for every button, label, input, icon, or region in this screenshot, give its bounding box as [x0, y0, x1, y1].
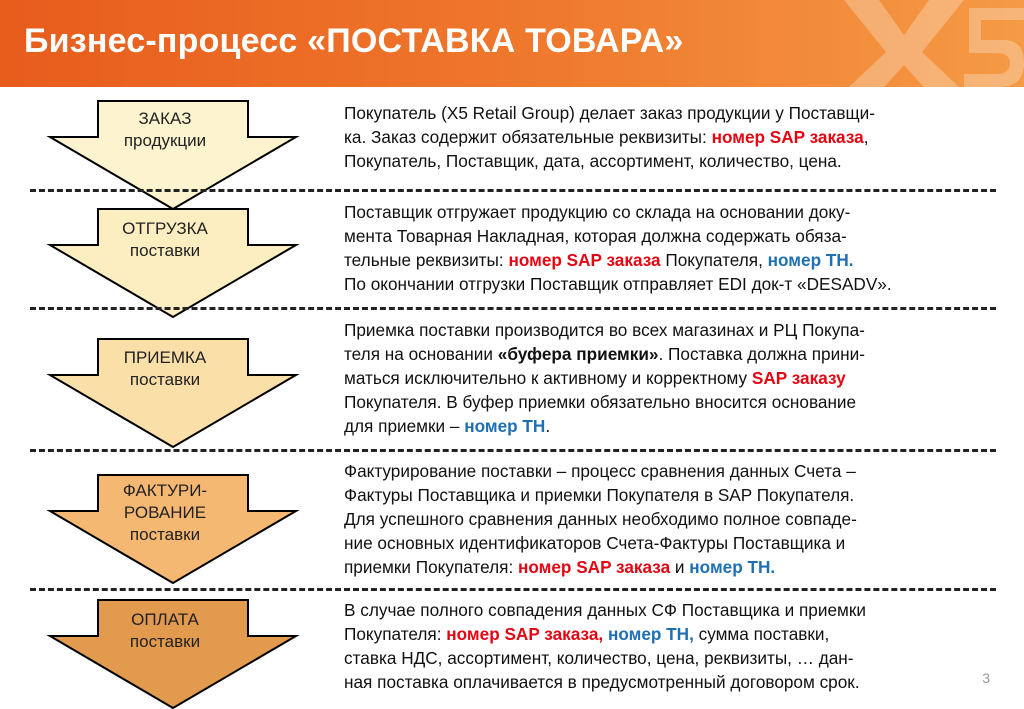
page-title: Бизнес-процесс «ПОСТАВКА ТОВАРА»: [24, 22, 684, 60]
step-arrow-shipment: [30, 208, 300, 318]
divider: [30, 588, 996, 591]
step-label: ОТГРУЗКА поставки: [122, 219, 208, 260]
step-label: ОПЛАТА поставки: [129, 610, 201, 651]
step-description-invoicing: Фактурирование поставки – процесс сравнения данных Счета – Фактуры Поставщика и приемки Покупателя в SAP Покупателя. Для успешного сравнения данных необходимо полное совпаде- ние основных идентификаторов Счета-Фактуры Поставщика и приемки Покупателя: номер SAP заказа и номер ТН.: [344, 461, 857, 577]
step-arrow-invoicing: [30, 474, 300, 584]
step-label: ПРИЕМКА поставки: [123, 348, 207, 389]
page-number: 3: [982, 670, 990, 686]
divider: [30, 449, 996, 452]
step-description-acceptance: Приемка поставки производится во всех магазинах и РЦ Покупа- теля на основании «буфера приемки». Поставка должна прини- маться исключительно к активному и корректному SAP заказу Покупателя. В буфер приемки обязательно вносится основание для приемки – номер ТН.: [344, 320, 866, 436]
step-description-shipment: Поставщик отгружает продукцию со склада на основании доку- мента Товарная Накладная, которая должна содержать обяза- тельные реквизиты: номер SAP заказа Покупателя, номер ТН. По окончании отгрузки Поставщик отправляет EDI док-т «DESADV».: [344, 202, 892, 294]
x5-logo-icon: [824, 0, 1024, 87]
step-arrow-order: [30, 100, 300, 210]
step-label: ЗАКАЗ продукции: [123, 109, 207, 150]
step-description-payment: В случае полного совпадения данных СФ Поставщика и приемки Покупателя: номер SAP заказа, номер ТН, сумма поставки, ставка НДС, ассортимент, количество, цена, реквизиты, … дан- ная поставка оплачивается в предусмотренный договором срок.: [344, 600, 866, 692]
divider: [30, 307, 996, 310]
step-description-order: Покупатель (X5 Retail Group) делает заказ продукции у Поставщи- ка. Заказ содержит обязательные реквизиты: номер SAP заказа, Покупатель, Поставщик, дата, ассортимент, количество, цена.: [344, 103, 875, 171]
step-label: ФАКТУРИ- РОВАНИЕ поставки: [122, 481, 208, 544]
header-bar: [0, 0, 1024, 87]
step-arrow-acceptance: [30, 338, 300, 448]
divider: [30, 189, 996, 192]
step-arrow-payment: [30, 599, 300, 709]
